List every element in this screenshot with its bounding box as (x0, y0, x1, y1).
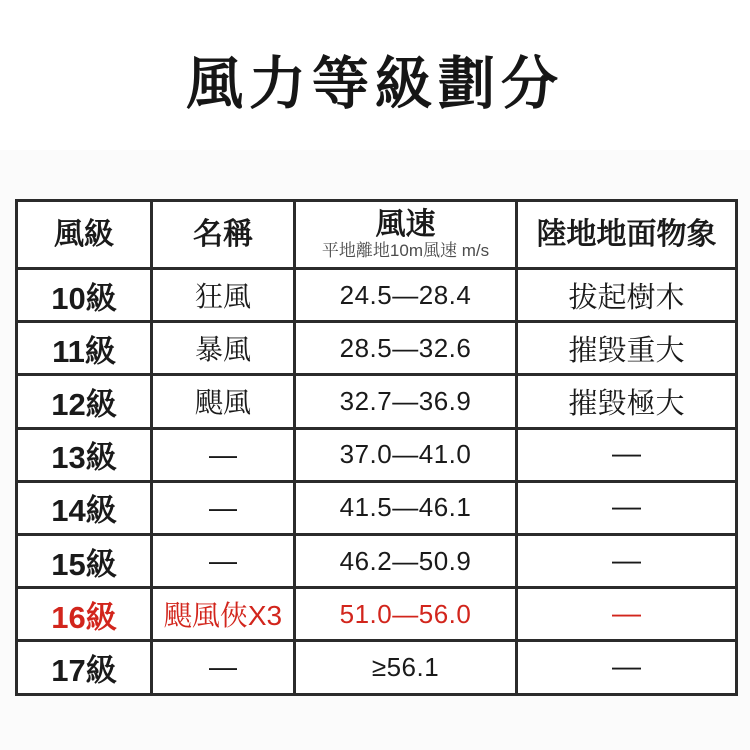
table-row (17, 269, 737, 322)
cell-name: 暴風 (152, 322, 295, 375)
cell-name: — (152, 641, 295, 694)
cell-level: 17級 (17, 641, 152, 694)
cell-speed: 32.7—36.9 (295, 375, 517, 428)
col-header-name (152, 201, 295, 269)
cell-name: 颶風俠X3 (152, 588, 295, 641)
cell-effect: 拔起樹木 (517, 269, 737, 322)
col-header-level (17, 201, 152, 269)
cell-speed: ≥56.1 (295, 641, 517, 694)
cell-effect: — (517, 534, 737, 587)
cell-level: 13級 (17, 428, 152, 481)
table-row (17, 481, 737, 534)
cell-name: 颶風 (152, 375, 295, 428)
cell-name: — (152, 481, 295, 534)
cell-level: 15級 (17, 534, 152, 587)
page-title: 風力等級劃分 (186, 52, 564, 116)
col-header-speed-label: 風速 (375, 208, 436, 242)
cell-effect: — (517, 481, 737, 534)
cell-level: 11級 (17, 322, 152, 375)
table-row (17, 534, 737, 587)
cell-speed: 41.5—46.1 (295, 481, 517, 534)
cell-name: — (152, 534, 295, 587)
table-row-highlighted (17, 588, 737, 641)
cell-speed: 46.2—50.9 (295, 534, 517, 587)
cell-level: 14級 (17, 481, 152, 534)
col-header-speed-sublabel: 平地離地10m風速 m/s (321, 241, 490, 261)
col-header-effect (517, 201, 737, 269)
col-header-speed (295, 201, 517, 269)
table-row (17, 428, 737, 481)
table-row (17, 375, 737, 428)
cell-level: 10級 (17, 269, 152, 322)
col-header-effect-label: 陸地地面物象 (536, 218, 717, 251)
table-header (17, 201, 737, 269)
cell-effect: — (517, 641, 737, 694)
cell-level: 16級 (17, 588, 152, 641)
col-header-level-label: 風級 (54, 218, 114, 251)
header-row (17, 201, 737, 269)
cell-effect: 摧毀極大 (517, 375, 737, 428)
wind-scale-table (15, 199, 738, 696)
cell-effect: — (517, 588, 737, 641)
cell-speed: 28.5—32.6 (295, 322, 517, 375)
cell-speed: 37.0—41.0 (295, 428, 517, 481)
cell-effect: 摧毀重大 (517, 322, 737, 375)
col-header-name-label: 名稱 (193, 218, 253, 251)
cell-speed: 24.5—28.4 (295, 269, 517, 322)
cell-speed: 51.0—56.0 (295, 588, 517, 641)
table-row (17, 322, 737, 375)
cell-effect: — (517, 428, 737, 481)
cell-level: 12級 (17, 375, 152, 428)
cell-name: — (152, 428, 295, 481)
cell-name: 狂風 (152, 269, 295, 322)
table-body (17, 269, 737, 695)
table-row (17, 641, 737, 694)
